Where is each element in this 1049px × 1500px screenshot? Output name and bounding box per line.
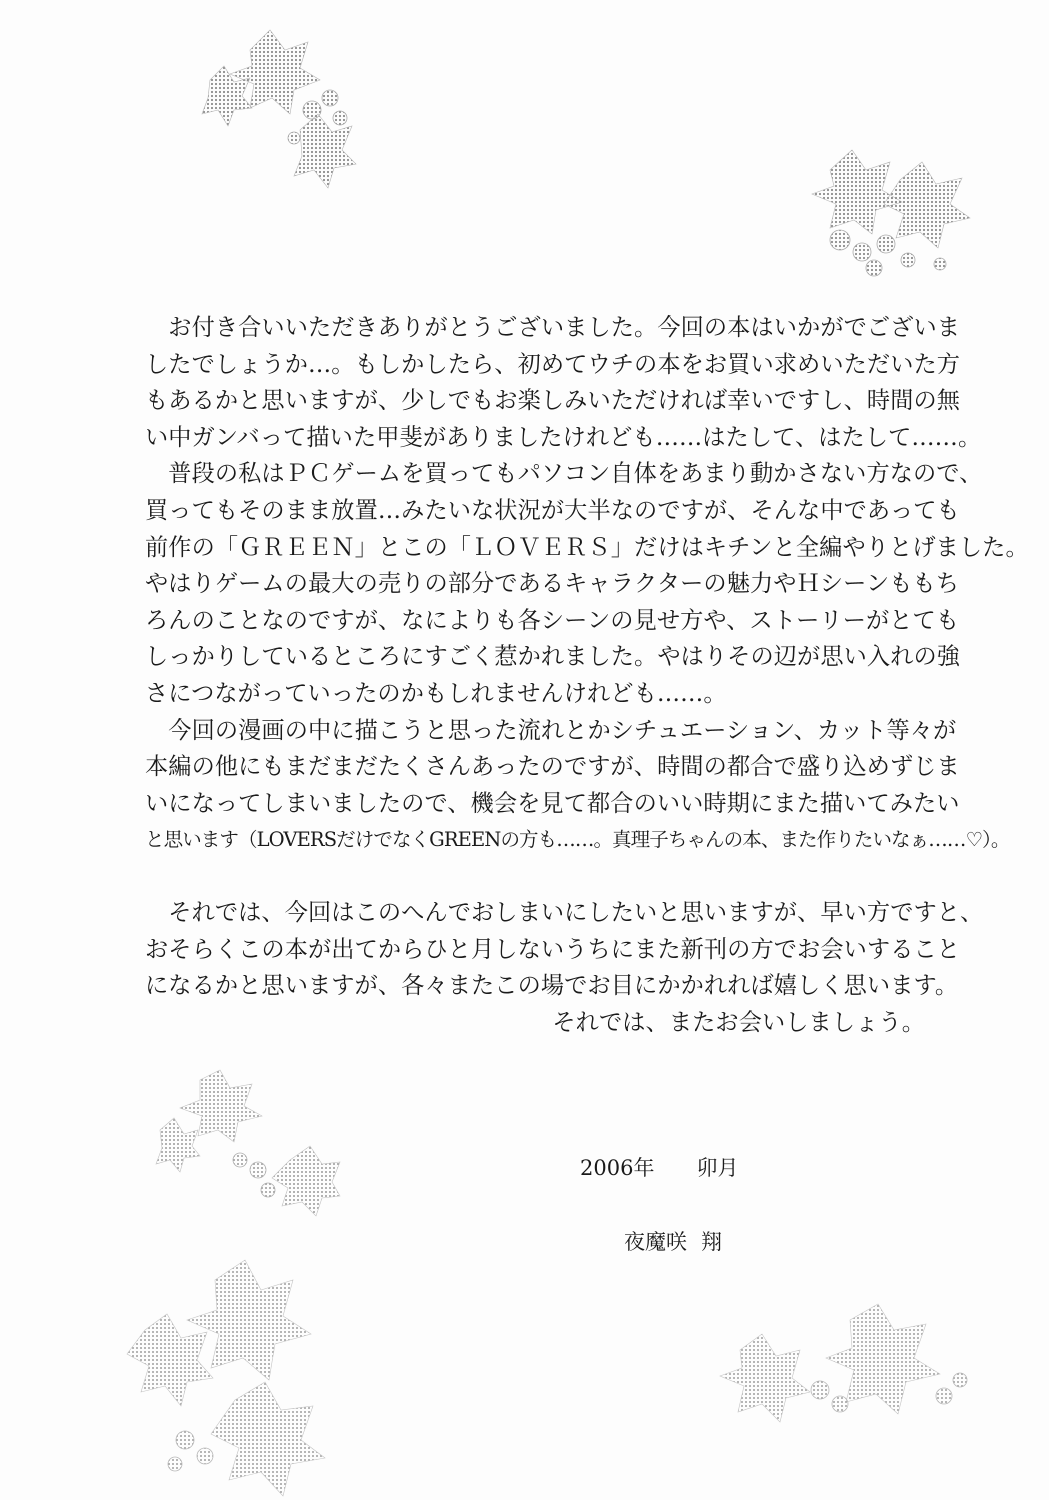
signature-year: 2006年 bbox=[580, 1156, 655, 1180]
berry-cluster-icon bbox=[168, 1431, 213, 1471]
closing-line: になるかと思いますが、各々またこの場でお目にかかれれば嬉しく思います。 bbox=[145, 972, 959, 1000]
ivy-decoration-top-left bbox=[190, 10, 370, 220]
ivy-leaf-icon bbox=[812, 150, 970, 248]
ivy-decoration-lower-left bbox=[140, 1070, 340, 1220]
signature-author bbox=[580, 1224, 738, 1260]
letter-line: しっかりしているところにすごく惹かれました。やはりその辺が思い入れの強 bbox=[145, 643, 961, 671]
ivy-decoration-bottom-right bbox=[700, 1300, 980, 1440]
farewell-line: それでは、またお会いしましょう。 bbox=[552, 1008, 925, 1036]
berry-cluster-icon bbox=[288, 90, 347, 144]
letter-line: したでしょうか…。もしかしたら、初めてウチの本をお買い求めいただいた方 bbox=[145, 350, 961, 378]
letter-line: さにつながっていったのかもしれませんけれども……。 bbox=[145, 679, 727, 707]
letter-line: やはりゲームの最大の売りの部分であるキャラクターの魅力やＨシーンももち bbox=[145, 570, 960, 598]
letter-line: 本編の他にもまだまだたくさんあったのですが、時間の都合で盛り込めずじま bbox=[145, 753, 960, 781]
author-family-name: 夜魔咲 bbox=[624, 1230, 687, 1254]
afterword-letter bbox=[145, 310, 1029, 1041]
berry-cluster-icon bbox=[830, 230, 946, 276]
berry-cluster-icon bbox=[233, 1153, 275, 1197]
paragraph-gap bbox=[145, 859, 925, 895]
ivy-decoration-top-right bbox=[790, 140, 990, 290]
author-given-name: 翔 bbox=[701, 1230, 722, 1254]
letter-line: い中ガンバって描いた甲斐がありましたけれども……はたして、はたして……。 bbox=[145, 423, 982, 451]
signature-month: 卯月 bbox=[696, 1156, 739, 1180]
ivy-leaf-icon bbox=[720, 1304, 940, 1422]
letter-line: お付き合いいただきありがとうございました。今回の本はいかがでございま bbox=[145, 314, 961, 341]
ivy-decoration-bottom-left bbox=[115, 1250, 355, 1500]
ivy-leaf-icon bbox=[202, 30, 356, 188]
berry-cluster-icon bbox=[811, 1373, 967, 1412]
signature-date bbox=[580, 1150, 738, 1186]
closing-line: おそらくこの本が出てからひと月しないうちにまた新刊の方でお会いすること bbox=[145, 935, 961, 963]
letter-line: 今回の漫画の中に描こうと思った流れとかシチュエーション、カット等々が bbox=[145, 716, 957, 744]
ivy-leaf-icon bbox=[156, 1070, 340, 1216]
letter-line: 普段の私はＰＣゲームを買ってもパソコン自体をあまり動かさない方なので、 bbox=[145, 460, 983, 488]
letter-line: 買ってもそのまま放置…みたいな状況が大半なのですが、そんな中であっても bbox=[145, 496, 960, 524]
letter-line: もあるかと思いますが、少しでもお楽しみいただければ幸いですし、時間の無 bbox=[145, 387, 961, 415]
closing-line: それでは、今回はこのへんでおしまいにしたいと思いますが、早い方ですと、 bbox=[145, 898, 984, 926]
ivy-leaf-icon bbox=[127, 1260, 325, 1496]
signature-block bbox=[580, 1150, 738, 1260]
letter-line: 前作の「ＧＲＥＥＮ」とこの「ＬＯＶＥＲＳ」だけはキチンと全編やりとげました。 bbox=[145, 533, 1029, 561]
letter-line: いになってしまいましたので、機会を見て都合のいい時期にまた描いてみたい bbox=[145, 789, 960, 817]
letter-line: ろんのことなのですが、なによりも各シーンの見せ方や、ストーリーがとても bbox=[145, 606, 960, 634]
letter-line-aside: と思います（LOVERSだけでなくGREENの方も……。真理子ちゃんの本、また作りたいなぁ……♡）。 bbox=[145, 828, 1010, 852]
